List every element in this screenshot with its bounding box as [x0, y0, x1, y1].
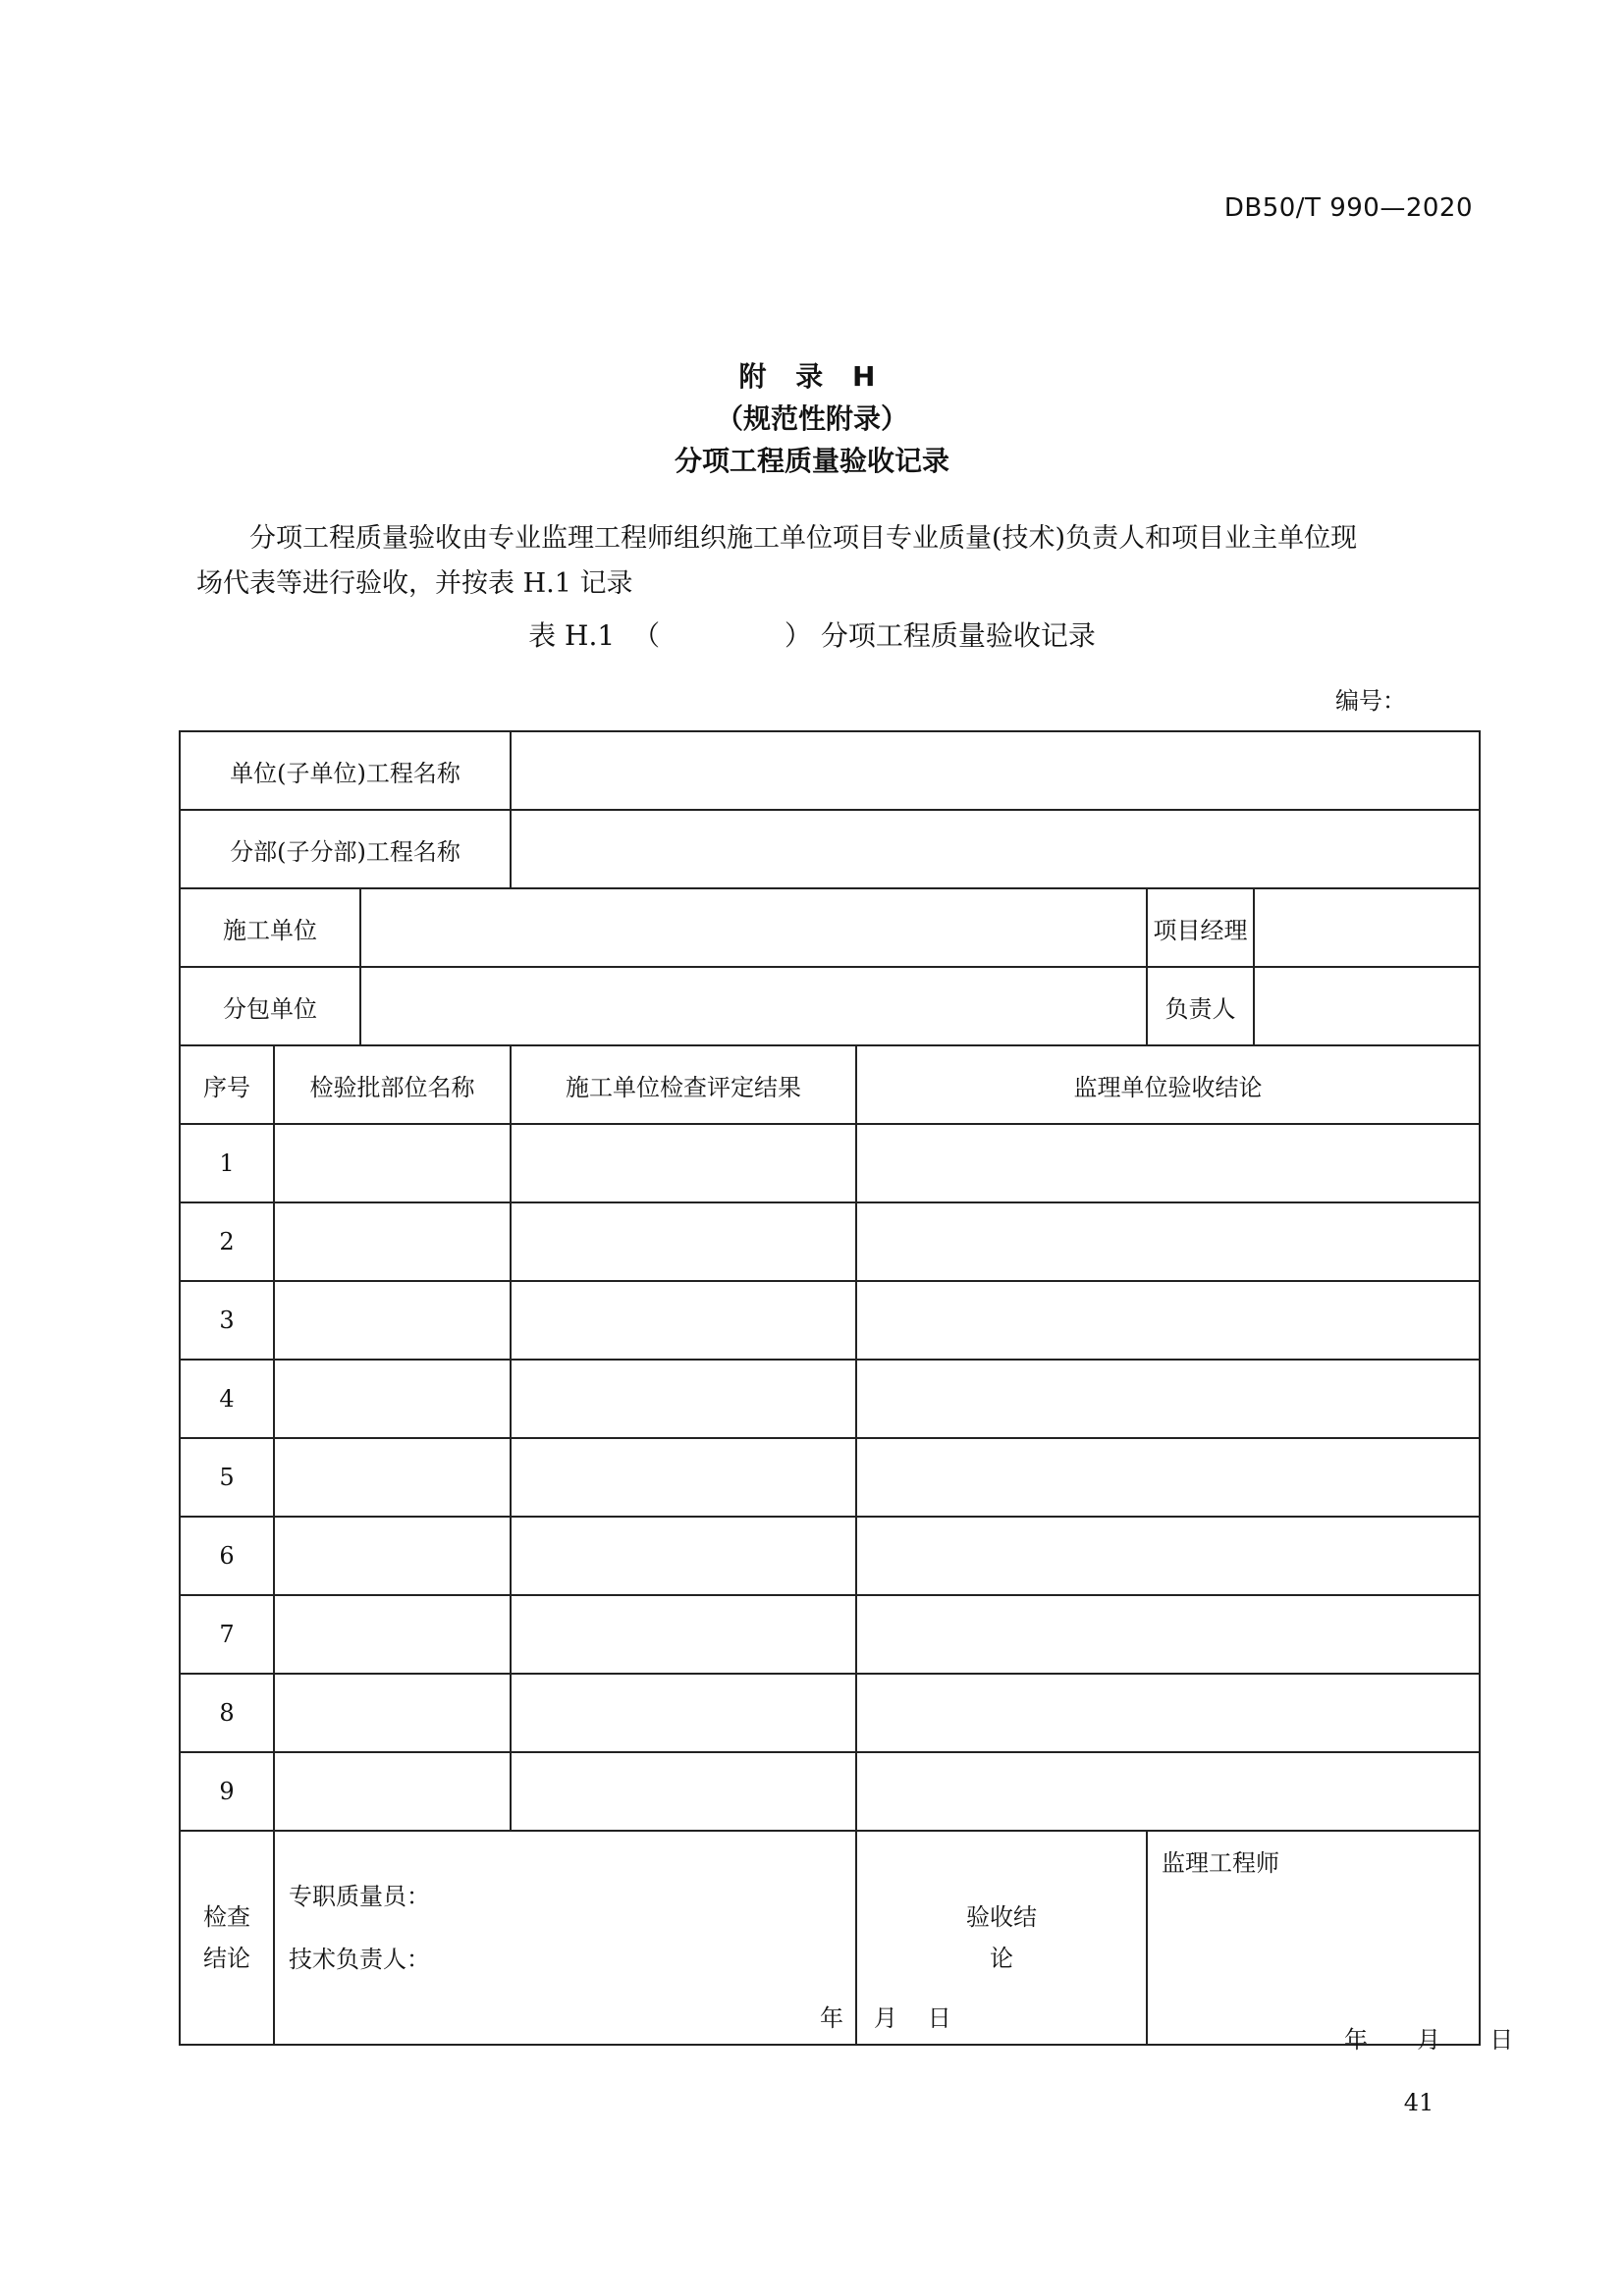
table-row	[180, 1281, 1480, 1360]
row-index: 7	[180, 1595, 274, 1674]
subcontractor-row	[180, 967, 1480, 1045]
contractor-result-cell[interactable]	[511, 1124, 856, 1202]
row-index: 6	[180, 1517, 274, 1595]
supervisor-conclusion-cell[interactable]	[856, 1438, 1480, 1517]
contractor-result-cell[interactable]	[511, 1360, 856, 1438]
inspection-lot-cell[interactable]	[274, 1674, 511, 1752]
serial-number-label: 编号：	[1335, 687, 1406, 715]
supervisor-conclusion-cell[interactable]	[856, 1124, 1480, 1202]
table-row	[180, 1517, 1480, 1595]
technical-lead-label: 技术负责人：	[289, 1946, 430, 1973]
standard-code: DB50/T 990—2020	[1223, 193, 1473, 223]
inspection-lot-cell[interactable]	[274, 1438, 511, 1517]
inspection-lot-cell[interactable]	[274, 1124, 511, 1202]
row-index: 5	[180, 1438, 274, 1517]
contractor-signature-block	[275, 1832, 953, 2044]
col-header-inspection-lot: 检验批部位名称	[274, 1045, 511, 1124]
supervisor-conclusion-cell[interactable]	[856, 1360, 1480, 1438]
inspection-lot-cell[interactable]	[274, 1595, 511, 1674]
supervisor-conclusion-cell[interactable]	[856, 1517, 1480, 1595]
table-row	[180, 1360, 1480, 1438]
caption-close-paren: ）	[784, 619, 812, 652]
page-number: 41	[1403, 2089, 1435, 2116]
col-header-index: 序号	[180, 1045, 274, 1124]
table-row	[180, 1124, 1480, 1202]
contractor-row	[180, 888, 1480, 967]
inspection-lot-cell[interactable]	[274, 1752, 511, 1831]
supervisor-conclusion-cell[interactable]	[856, 1202, 1480, 1281]
check-conclusion-label-line-2: 结论	[203, 1945, 250, 1972]
unit-project-value[interactable]	[511, 731, 1480, 810]
project-manager-value[interactable]	[1254, 888, 1480, 967]
caption-prefix: 表 H.1	[528, 619, 616, 652]
table-row	[180, 1752, 1480, 1831]
appendix-subtitle: （规范性附录）	[715, 402, 908, 435]
project-manager-label: 项目经理	[1147, 888, 1254, 967]
person-in-charge-label: 负责人	[1147, 967, 1254, 1045]
supervisor-conclusion-cell[interactable]	[856, 1752, 1480, 1831]
row-index: 9	[180, 1752, 274, 1831]
contractor-date-label: 年 月 日	[820, 2004, 953, 2032]
unit-project-row	[180, 731, 1480, 810]
acceptance-label-line-2: 论	[990, 1945, 1014, 1972]
table-row	[180, 1438, 1480, 1517]
check-conclusion-label	[180, 1831, 274, 2045]
appendix-name: 分项工程质量验收记录	[674, 445, 949, 477]
column-header-row	[180, 1045, 1480, 1124]
row-index: 1	[180, 1124, 274, 1202]
appendix-title: 附 录 H	[738, 360, 886, 393]
supervisor-label: 监理工程师	[1162, 1849, 1280, 1877]
inspection-lot-cell[interactable]	[274, 1517, 511, 1595]
inspection-lot-cell[interactable]	[274, 1202, 511, 1281]
acceptance-record-table	[179, 730, 1516, 2054]
col-header-contractor-result: 施工单位检查评定结果	[511, 1045, 856, 1124]
sub-division-value[interactable]	[511, 810, 1480, 888]
contractor-result-cell[interactable]	[511, 1674, 856, 1752]
acceptance-label-line-1: 验收结	[966, 1903, 1038, 1931]
contractor-result-cell[interactable]	[511, 1752, 856, 1831]
subcontractor-label: 分包单位	[180, 967, 360, 1045]
contractor-result-cell[interactable]	[511, 1438, 856, 1517]
caption-open-paren: （	[632, 619, 661, 652]
row-index: 4	[180, 1360, 274, 1438]
check-conclusion-label-line-1: 检查	[203, 1903, 250, 1931]
quality-officer-label: 专职质量员：	[289, 1883, 430, 1910]
table-row	[180, 1595, 1480, 1674]
table-row	[180, 1202, 1480, 1281]
signature-row	[180, 1831, 1480, 2045]
supervisor-date-label: 年 月 日	[1344, 2026, 1516, 2054]
check-conclusion-cell[interactable]	[274, 1831, 953, 2045]
row-index: 3	[180, 1281, 274, 1360]
unit-project-label: 单位(子单位)工程名称	[180, 731, 511, 810]
intro-line-1: 分项工程质量验收由专业监理工程师组织施工单位项目专业质量(技术)负责人和项目业主单位现	[249, 523, 1358, 554]
person-in-charge-value[interactable]	[1254, 967, 1480, 1045]
supervisor-conclusion-cell[interactable]	[856, 1674, 1480, 1752]
supervisor-conclusion-cell[interactable]	[856, 1595, 1480, 1674]
table-row	[180, 1674, 1480, 1752]
inspection-lot-cell[interactable]	[274, 1281, 511, 1360]
sub-division-label: 分部(子分部)工程名称	[180, 810, 511, 888]
row-index: 2	[180, 1202, 274, 1281]
contractor-result-cell[interactable]	[511, 1281, 856, 1360]
contractor-label: 施工单位	[180, 888, 360, 967]
intro-line-2: 场代表等进行验收，并按表 H.1 记录	[196, 568, 633, 599]
contractor-result-cell[interactable]	[511, 1595, 856, 1674]
table-caption	[0, 614, 1624, 654]
supervisor-conclusion-cell[interactable]	[856, 1281, 1480, 1360]
contractor-result-cell[interactable]	[511, 1517, 856, 1595]
subcontractor-value[interactable]	[360, 967, 1147, 1045]
contractor-value[interactable]	[360, 888, 1147, 967]
contractor-result-cell[interactable]	[511, 1202, 856, 1281]
sub-division-row	[180, 810, 1480, 888]
supervisor-signature-block	[1148, 1832, 1516, 2054]
row-index: 8	[180, 1674, 274, 1752]
inspection-lot-cell[interactable]	[274, 1360, 511, 1438]
acceptance-conclusion-cell[interactable]	[1147, 1831, 1516, 2054]
col-header-supervisor-conclusion: 监理单位验收结论	[856, 1045, 1480, 1124]
caption-title: 分项工程质量验收记录	[820, 619, 1096, 652]
